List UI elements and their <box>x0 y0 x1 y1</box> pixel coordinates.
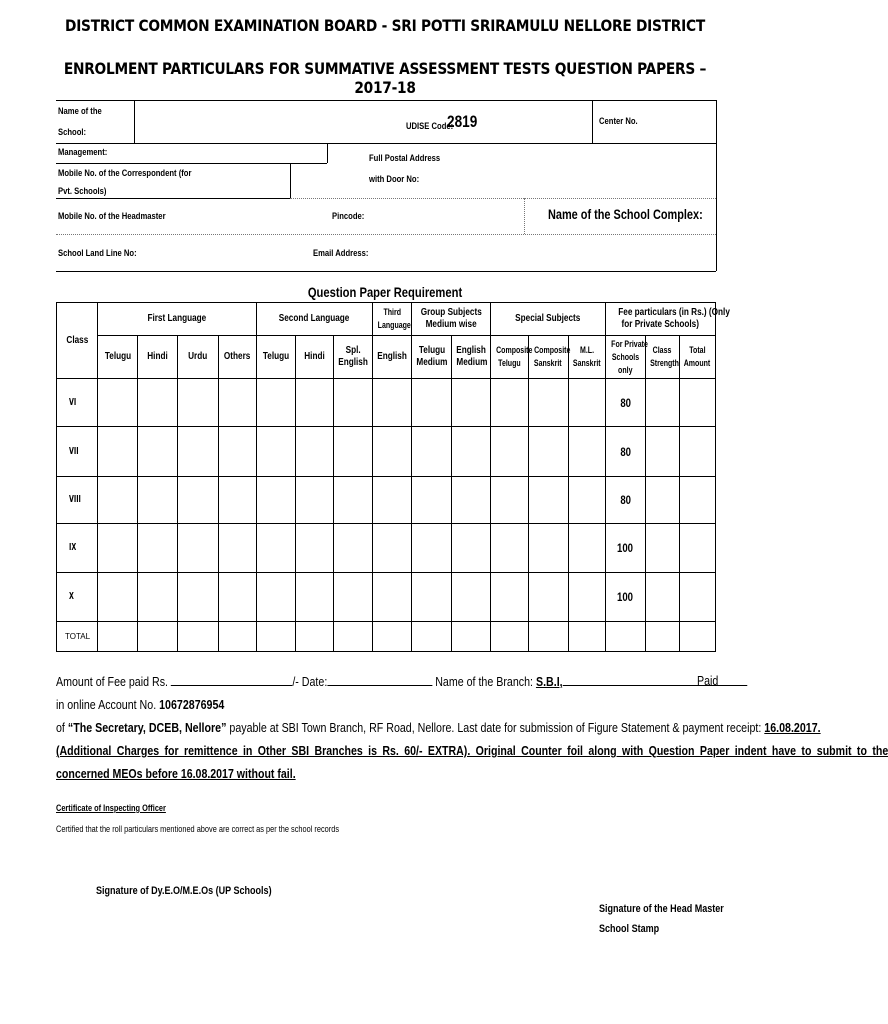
entry-cell[interactable] <box>256 379 295 427</box>
entry-cell[interactable] <box>412 477 452 524</box>
tl-english-header: English <box>373 336 412 379</box>
total-cell[interactable] <box>605 622 645 652</box>
entry-cell[interactable] <box>491 477 528 524</box>
fee-entry-cell[interactable] <box>645 477 679 524</box>
email-field[interactable] <box>370 238 710 266</box>
fee-entry-cell[interactable] <box>679 477 715 524</box>
pincode-label: Pincode: <box>332 211 365 221</box>
fl-telugu-header: Telugu <box>98 336 138 379</box>
class-label: VI <box>57 379 98 427</box>
table-row <box>57 573 716 622</box>
entry-cell[interactable] <box>491 573 528 622</box>
officer-signature-label: Signature of Dy.E.O/M.E.Os (UP Schools) <box>96 885 272 897</box>
gs-english-medium-header: English Medium <box>452 336 491 379</box>
date-label: /- Date: <box>292 674 328 689</box>
ss-composite-telugu-header: Composite Telugu <box>491 336 528 379</box>
entry-cell[interactable] <box>568 427 605 477</box>
fee-amount: 80 <box>605 477 645 524</box>
entry-cell[interactable] <box>178 573 218 622</box>
entry-cell[interactable] <box>568 573 605 622</box>
entry-cell[interactable] <box>295 477 333 524</box>
total-cell[interactable] <box>256 622 295 652</box>
entry-cell[interactable] <box>452 427 491 477</box>
certificate-text: Certified that the roll particulars mentioned above are correct as per the school records <box>56 824 340 834</box>
entry-cell[interactable] <box>256 524 295 573</box>
entry-cell[interactable] <box>98 524 138 573</box>
fl-hindi-header: Hindi <box>138 336 178 379</box>
fee-entry-cell[interactable] <box>645 573 679 622</box>
fee-entry-cell[interactable] <box>679 524 715 573</box>
entry-cell[interactable] <box>452 524 491 573</box>
entry-cell[interactable] <box>178 524 218 573</box>
entry-cell[interactable] <box>373 524 412 573</box>
entry-cell[interactable] <box>218 524 256 573</box>
entry-cell[interactable] <box>98 573 138 622</box>
sl-telugu-header: Telugu <box>256 336 295 379</box>
third-language-header: Third Language <box>373 303 412 336</box>
postal-address-field[interactable] <box>440 146 712 198</box>
entry-cell[interactable] <box>256 573 295 622</box>
total-cell[interactable] <box>452 622 491 652</box>
sl-hindi-header: Hindi <box>295 336 333 379</box>
entry-cell[interactable] <box>528 427 568 477</box>
entry-cell[interactable] <box>295 524 333 573</box>
fee-entry-cell[interactable] <box>645 427 679 477</box>
udise-value: 2819 <box>447 112 478 131</box>
entry-cell[interactable] <box>491 427 528 477</box>
header-line-2: ENROLMENT PARTICULARS FOR SUMMATIVE ASSESSMENT TESTS QUESTION PAPERS – 2017-18 <box>63 59 707 97</box>
entry-cell[interactable] <box>528 379 568 427</box>
school-name-label-2: School: <box>58 127 87 137</box>
correspondent-label-1: Mobile No. of the Correspondent (for <box>58 168 192 178</box>
school-name-field[interactable] <box>136 102 398 140</box>
amount-label: Amount of Fee paid Rs. <box>56 674 168 689</box>
entry-cell[interactable] <box>373 427 412 477</box>
school-complex-label: Name of the School Complex: <box>548 206 703 222</box>
total-row <box>57 622 716 652</box>
entry-cell[interactable] <box>98 477 138 524</box>
entry-cell[interactable] <box>138 427 178 477</box>
class-label: VIII <box>57 477 98 524</box>
total-cell[interactable] <box>333 622 372 652</box>
entry-cell[interactable] <box>98 379 138 427</box>
special-subjects-header: Special Subjects <box>491 303 605 336</box>
correspondent-label-2: Pvt. Schools) <box>58 186 107 196</box>
date-field[interactable] <box>327 673 432 686</box>
payment-line-1 <box>56 673 747 689</box>
entry-cell[interactable] <box>256 427 295 477</box>
total-cell[interactable] <box>98 622 138 652</box>
note-line-1: (Additional Charges for remittence in Other SBI Branches is Rs. 60/- EXTRA). Original Counter foil along with Question Paper indent have to submit to the <box>56 743 888 758</box>
landline-label: School Land Line No: <box>58 248 137 258</box>
total-cell[interactable] <box>491 622 528 652</box>
group-subjects-header: Group Subjects Medium wise <box>412 303 491 336</box>
center-no-label: Center No. <box>599 116 638 126</box>
total-cell[interactable] <box>412 622 452 652</box>
entry-cell[interactable] <box>491 379 528 427</box>
entry-cell[interactable] <box>138 573 178 622</box>
entry-cell[interactable] <box>333 379 372 427</box>
payee-line <box>56 720 821 735</box>
ss-ml-sanskrit-header: M.L. Sanskrit <box>568 336 605 379</box>
fee-amount: 100 <box>605 524 645 573</box>
class-label: IX <box>57 524 98 573</box>
payable-text: payable at SBI Town Branch, RF Road, Nellore. Last date for submission of Figure Statement & payment receipt: <box>229 720 762 735</box>
entry-cell[interactable] <box>528 573 568 622</box>
entry-cell[interactable] <box>218 379 256 427</box>
fl-others-header: Others <box>218 336 256 379</box>
fee-amount: 80 <box>605 379 645 427</box>
second-language-header: Second Language <box>256 303 372 336</box>
account-label: in online Account No. <box>56 697 157 712</box>
branch-value: S.B.I, <box>535 674 563 689</box>
entry-cell[interactable] <box>373 573 412 622</box>
entry-cell[interactable] <box>452 573 491 622</box>
entry-cell[interactable] <box>218 573 256 622</box>
school-stamp-label: School Stamp <box>599 923 660 935</box>
class-label: X <box>57 573 98 622</box>
entry-cell[interactable] <box>138 524 178 573</box>
question-paper-caption: Question Paper Requirement <box>307 284 463 300</box>
fl-urdu-header: Urdu <box>178 336 218 379</box>
fee-amount: 80 <box>605 427 645 477</box>
postal-address-label-1: Full Postal Address <box>369 153 441 163</box>
fee-entry-cell[interactable] <box>679 379 715 427</box>
total-cell[interactable] <box>528 622 568 652</box>
account-value: 10672876954 <box>159 697 225 712</box>
ss-composite-sanskrit-header: Composite Sanskrit <box>528 336 568 379</box>
entry-cell[interactable] <box>178 379 218 427</box>
last-date: 16.08.2017. <box>764 720 821 735</box>
fee-amount: 100 <box>605 573 645 622</box>
total-cell[interactable] <box>218 622 256 652</box>
table-row <box>57 477 716 524</box>
fee-entry-cell[interactable] <box>679 427 715 477</box>
entry-cell[interactable] <box>412 573 452 622</box>
entry-cell[interactable] <box>568 477 605 524</box>
total-cell[interactable] <box>373 622 412 652</box>
entry-cell[interactable] <box>138 477 178 524</box>
entry-cell[interactable] <box>568 524 605 573</box>
gs-telugu-medium-header: Telugu Medium <box>412 336 452 379</box>
entry-cell[interactable] <box>568 379 605 427</box>
entry-cell[interactable] <box>412 524 452 573</box>
fee-entry-cell[interactable] <box>645 524 679 573</box>
total-cell[interactable] <box>138 622 178 652</box>
entry-cell[interactable] <box>98 427 138 477</box>
correspondent-mobile-field[interactable] <box>180 165 286 195</box>
total-cell[interactable] <box>178 622 218 652</box>
class-label: VII <box>57 427 98 477</box>
entry-cell[interactable] <box>333 477 372 524</box>
headmaster-signature-label: Signature of the Head Master <box>599 903 724 915</box>
fee-class-strength-header: Class Strength <box>645 336 679 379</box>
entry-cell[interactable] <box>528 477 568 524</box>
amount-field[interactable] <box>171 673 292 686</box>
postal-address-label-2: with Door No: <box>369 174 420 184</box>
entry-cell[interactable] <box>528 524 568 573</box>
certificate-title: Certificate of Inspecting Officer <box>56 803 166 813</box>
pincode-field[interactable] <box>370 203 520 229</box>
header-line-1: DISTRICT COMMON EXAMINATION BOARD - SRI POTTI SRIRAMULU NELLORE DISTRICT <box>65 16 705 35</box>
branch-field[interactable] <box>563 673 748 686</box>
entry-cell[interactable] <box>452 379 491 427</box>
class-header: Class <box>57 303 98 379</box>
entry-cell[interactable] <box>295 573 333 622</box>
entry-cell[interactable] <box>178 427 218 477</box>
first-language-header: First Language <box>98 303 257 336</box>
entry-cell[interactable] <box>256 477 295 524</box>
note-line-2: concerned MEOs before 16.08.2017 without fail. <box>56 766 296 781</box>
of-label: of <box>56 720 65 735</box>
sl-spl-english-header: Spl. English <box>333 336 372 379</box>
school-name-label-1: Name of the <box>58 106 102 116</box>
entry-cell[interactable] <box>138 379 178 427</box>
udise-label: UDISE Code: <box>406 121 454 131</box>
entry-cell[interactable] <box>333 573 372 622</box>
branch-label: Name of the Branch: <box>435 674 533 689</box>
total-cell[interactable] <box>568 622 605 652</box>
entry-cell[interactable] <box>333 427 372 477</box>
total-cell[interactable] <box>679 622 715 652</box>
headmaster-mobile-label: Mobile No. of the Headmaster <box>58 211 166 221</box>
table-row <box>57 427 716 477</box>
table-row <box>57 379 716 427</box>
payee-name: “The Secretary, DCEB, Nellore” <box>67 720 227 735</box>
entry-cell[interactable] <box>412 379 452 427</box>
entry-cell[interactable] <box>452 477 491 524</box>
entry-cell[interactable] <box>218 477 256 524</box>
entry-cell[interactable] <box>178 477 218 524</box>
entry-cell[interactable] <box>373 379 412 427</box>
total-cell[interactable] <box>645 622 679 652</box>
table-row <box>57 524 716 573</box>
entry-cell[interactable] <box>295 379 333 427</box>
entry-cell[interactable] <box>373 477 412 524</box>
fee-particulars-header: Fee particulars (in Rs.) (Only for Private Schools) <box>605 303 715 336</box>
total-cell[interactable] <box>295 622 333 652</box>
entry-cell[interactable] <box>491 524 528 573</box>
entry-cell[interactable] <box>295 427 333 477</box>
headmaster-mobile-field[interactable] <box>190 203 320 229</box>
management-field[interactable] <box>136 145 324 161</box>
management-label: Management: <box>58 147 108 157</box>
question-paper-table <box>56 302 730 652</box>
email-label: Email Address: <box>313 248 369 258</box>
entry-cell[interactable] <box>412 427 452 477</box>
paid-label: Paid <box>697 673 719 688</box>
entry-cell[interactable] <box>333 524 372 573</box>
entry-cell[interactable] <box>218 427 256 477</box>
center-no-field[interactable] <box>594 102 714 140</box>
fee-entry-cell[interactable] <box>679 573 715 622</box>
fee-private-header: For Private Schools only <box>605 336 645 379</box>
fee-total-amount-header: Total Amount <box>679 336 715 379</box>
landline-field[interactable] <box>140 238 300 266</box>
fee-entry-cell[interactable] <box>645 379 679 427</box>
total-label: TOTAL <box>57 622 98 652</box>
account-line <box>56 697 224 712</box>
